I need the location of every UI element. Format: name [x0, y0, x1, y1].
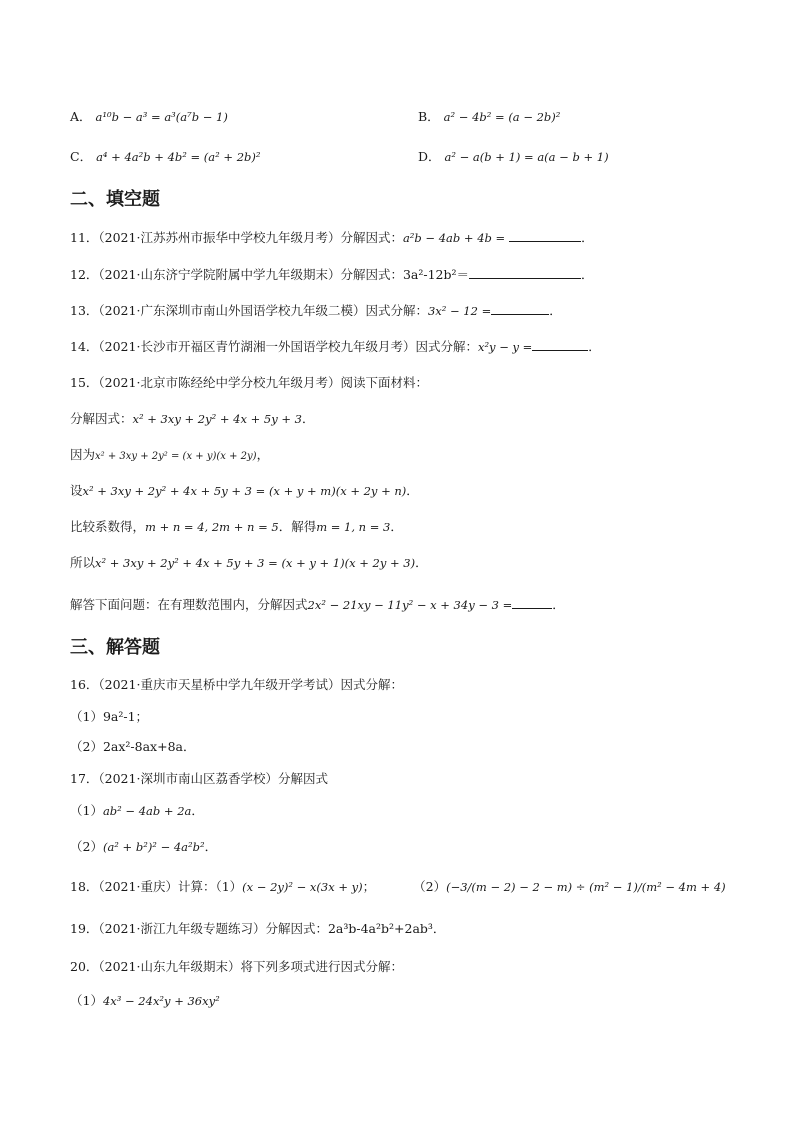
choice-a-label: A．: [70, 109, 92, 124]
question-17: [70, 770, 328, 788]
q12-lead: 12．（2021·山东济宁学院附属中学九年级期末）分解因式：: [70, 267, 403, 282]
q15-line-3: [70, 482, 419, 500]
q15-line-6: [70, 596, 565, 614]
q17-part-2: [70, 838, 217, 856]
q15-l3-expr: x² + 3xy + 2y² + 4x + 5y + 3 = (x + y + m)(x + 2y + n): [82, 484, 407, 498]
q15-l6-text: 解答下面问题：在有理数范围内，分解因式: [70, 597, 308, 612]
q11-end: ．: [581, 230, 594, 245]
q12-answer-blank[interactable]: [469, 266, 581, 279]
q18-lead: 18．（2021·重庆）计算：（1）: [70, 879, 243, 894]
q17-p1-label: （1）: [70, 803, 103, 818]
q17-part-1: [70, 802, 204, 820]
q18-p2-expr: (−3/(m − 2) − 2 − m) ÷ (m² − 1)/(m² − 4m + 4): [446, 880, 726, 894]
q15-lead: 15．（2021·北京市陈经纶中学分校九年级月考）阅读下面材料：: [70, 375, 428, 390]
q15-l6-end: ．: [552, 597, 565, 612]
choice-c-expr: a⁴ + 4a²b + 4b² = (a² + 2b)²: [96, 150, 261, 164]
q15-l5-expr: x² + 3xy + 2y² + 4x + 5y + 3 = (x + y + 1)(x + 2y + 3): [95, 556, 416, 570]
q15-l2-expr: x² + 3xy + 2y² = (x + y)(x + 2y): [95, 451, 257, 462]
q16-p1: （1）9a²-1；: [70, 709, 149, 724]
q11-expr: a²b − 4ab + 4b =: [402, 231, 506, 245]
choice-a-expr: a¹⁰b − a³ = a³(a⁷b − 1): [95, 110, 228, 124]
q12-expr: 3a²-12b²＝: [402, 267, 470, 282]
q17-p2-expr: (a² + b²)² − 4a²b²: [102, 840, 205, 854]
q16-part-1: [70, 708, 148, 726]
question-14: [70, 338, 601, 356]
q17-p1-expr: ab² − 4ab + 2a: [102, 804, 192, 818]
question-12: [70, 266, 594, 284]
q15-l4-expr2: m = 1, n = 3: [316, 520, 391, 534]
q13-end: ．: [549, 303, 562, 318]
q15-l5-end: ．: [415, 555, 428, 570]
q15-l6-expr: 2x² − 21xy − 11y² − x + 34y − 3 =: [307, 598, 513, 612]
q16-lead: 16．（2021·重庆市天星桥中学九年级开学考试）因式分解：: [70, 677, 403, 692]
q15-l1-end: ．: [302, 411, 315, 426]
question-13: [70, 302, 562, 320]
q13-lead: 13．（2021·广东深圳市南山外国语学校九年级二模）因式分解：: [70, 303, 428, 318]
q12-end: ．: [581, 267, 594, 282]
question-16: [70, 676, 403, 694]
q15-l1-text: 分解因式：: [70, 411, 133, 426]
choice-c: [70, 148, 609, 166]
q17-p1-end: ．: [191, 803, 204, 818]
q15-line-4: [70, 518, 403, 536]
q17-p2-label: （2）: [70, 839, 103, 854]
q19-end: ．: [432, 921, 446, 936]
q11-answer-blank[interactable]: [509, 229, 581, 242]
question-20: [70, 958, 403, 976]
q15-l5-text: 所以: [70, 555, 96, 570]
question-18: [70, 878, 726, 896]
choice-c-label: C．: [70, 149, 93, 164]
section-heading-fill-in: 二、填空题: [70, 189, 160, 210]
question-11: [70, 229, 594, 247]
q13-answer-blank[interactable]: [491, 302, 549, 315]
q15-l4-end: ．: [390, 519, 403, 534]
q20-part-1: [70, 992, 220, 1010]
q16-part-2: [70, 738, 195, 756]
choice-d-label: D．: [418, 149, 441, 164]
q15-l1-expr: x² + 3xy + 2y² + 4x + 5y + 3: [132, 412, 303, 426]
q14-lead: 14．（2021·长沙市开福区青竹湖湘一外国语学校九年级月考）因式分解：: [70, 339, 478, 354]
q15-l4-text: 比较系数得，: [70, 519, 146, 534]
q19-lead: 19．（2021·浙江九年级专题练习）分解因式：: [70, 921, 328, 936]
choice-a: [70, 108, 561, 126]
q20-p1-expr: 4x³ − 24x²y + 36xy²: [102, 994, 220, 1008]
q15-l3-text: 设: [70, 483, 83, 498]
q15-line-2: [70, 446, 269, 466]
question-15: [70, 374, 428, 392]
choice-b-label: B．: [418, 109, 440, 124]
q11-lead: 11．（2021·江苏苏州市振华中学校九年级月考）分解因式：: [70, 230, 403, 245]
q13-expr: 3x² − 12 =: [427, 304, 492, 318]
q15-l2-text: 因为: [70, 447, 96, 462]
q15-l4-mid: ．解得: [278, 519, 317, 534]
q15-line-1: [70, 410, 315, 428]
q18-p1-expr: (x − 2y)² − x(3x + y): [242, 880, 363, 894]
q16-p2: （2）2ax²-8ax+8a．: [70, 739, 196, 754]
q15-l3-end: ．: [406, 483, 419, 498]
q15-answer-blank[interactable]: [512, 596, 552, 609]
q19-expr: 2a³b-4a²b²+2ab³: [327, 921, 433, 936]
choice-d: [418, 148, 609, 166]
q18-p2-label: （2）: [413, 879, 447, 894]
q15-line-5: [70, 554, 428, 572]
choice-b: [418, 108, 560, 126]
q17-p2-end: ．: [204, 839, 218, 854]
q15-l4-expr: m + n = 4, 2m + n = 5: [145, 520, 279, 534]
q17-lead: 17．（2021·深圳市南山区荔香学校）分解因式: [70, 771, 328, 786]
q20-p1-label: （1）: [70, 993, 103, 1008]
q20-lead: 20．（2021·山东九年级期末）将下列多项式进行因式分解：: [70, 959, 403, 974]
q14-expr: x²y − y =: [477, 340, 533, 354]
question-19: [70, 920, 445, 938]
section-heading-solve: 三、解答题: [70, 637, 160, 658]
q18-p1-end: ；: [362, 879, 376, 894]
q15-l2-end: ，: [256, 447, 270, 462]
q14-end: ．: [588, 339, 601, 354]
choice-b-expr: a² − 4b² = (a − 2b)²: [443, 110, 561, 124]
q14-answer-blank[interactable]: [532, 338, 588, 351]
choice-d-expr: a² − a(b + 1) = a(a − b + 1): [444, 150, 609, 164]
